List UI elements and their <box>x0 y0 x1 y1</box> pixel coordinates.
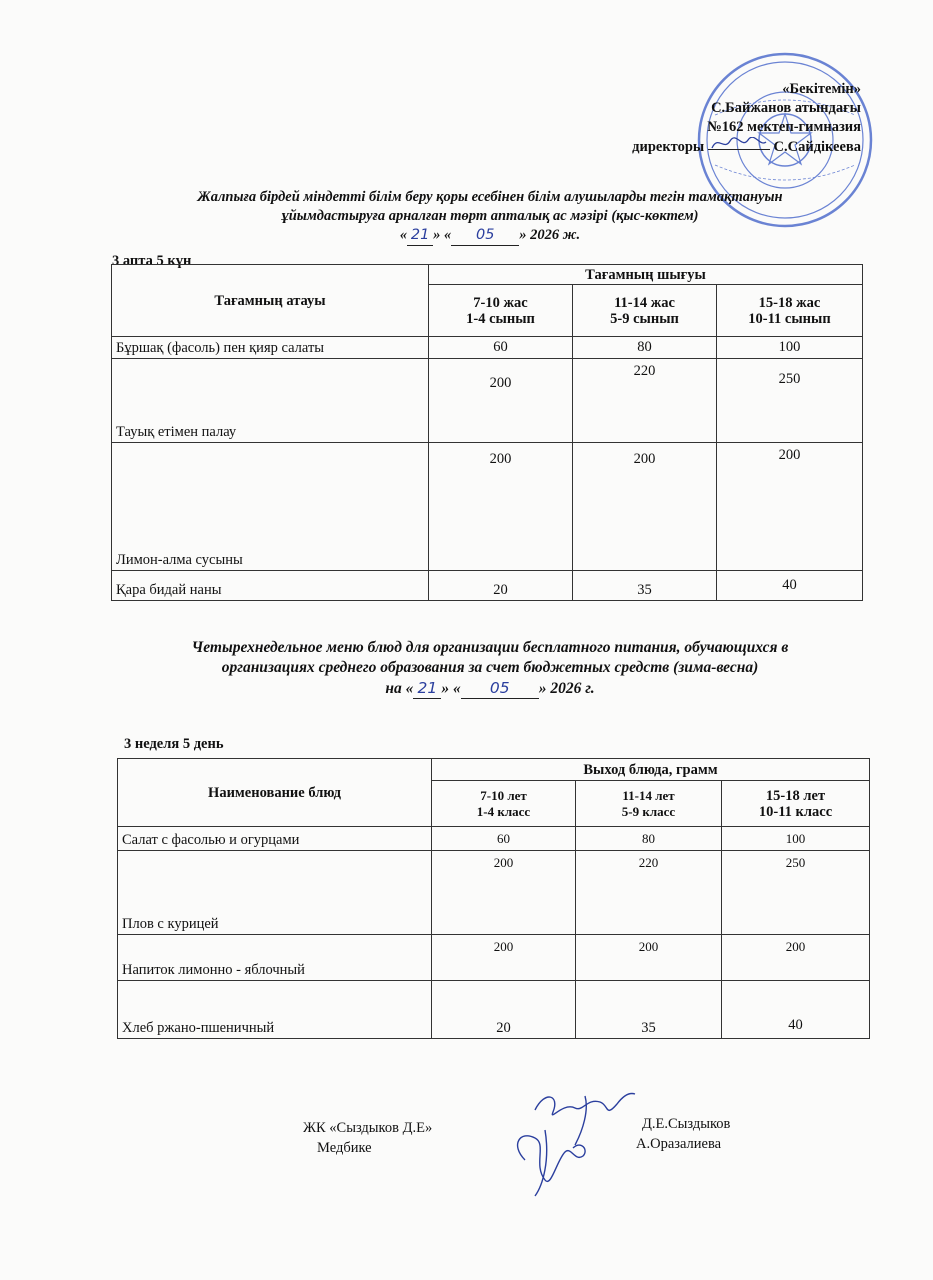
ru-age-group-3 <box>722 781 870 827</box>
ru-menu-title <box>110 638 870 699</box>
ru-title-line2: организациях среднего образования за счет бюджетных средств (зима-весна) <box>221 659 759 676</box>
table-row <box>112 443 863 571</box>
footer-left <box>303 1118 432 1158</box>
approval-heading: «Бекітемін» <box>782 81 861 97</box>
ru-value-2: 35 <box>576 981 722 1039</box>
kz-age-group-3 <box>717 285 863 337</box>
footer-name-1: Д.Е.Сыздыков <box>642 1116 731 1132</box>
ru-value-1: 200 <box>432 851 576 935</box>
ru-menu-table <box>117 758 870 1039</box>
kz-date-open: « <box>399 227 408 243</box>
kz-date-mid: » « <box>433 227 452 243</box>
kz-yield-header: Тағамның шығуы <box>429 265 863 285</box>
table-row <box>112 337 863 359</box>
ru-yield-header: Выход блюда, грамм <box>432 759 870 781</box>
ru-date-day: 21 <box>413 678 441 699</box>
ru-dish-name: Плов с курицей <box>118 851 432 935</box>
ru-grade-3: 10-11 класс <box>758 803 833 820</box>
kz-age-2: 11-14 жас <box>614 294 675 311</box>
footer-signatures <box>505 1090 655 1200</box>
kz-value-1: 20 <box>429 571 573 601</box>
table-row <box>112 571 863 601</box>
director-signature-line <box>708 137 770 150</box>
kz-value-1: 60 <box>429 337 573 359</box>
ru-value-3: 250 <box>722 851 870 935</box>
approval-school-number: №162 мектеп-гимназия <box>707 119 861 135</box>
ru-age-2: 11-14 лет <box>622 787 675 803</box>
ru-value-2: 200 <box>576 935 722 981</box>
ru-value-1: 200 <box>432 935 576 981</box>
ru-dish-name: Напиток лимонно - яблочный <box>118 935 432 981</box>
ru-age-group-2 <box>576 781 722 827</box>
ru-week-label: 3 неделя 5 день <box>124 736 224 752</box>
kz-header-row <box>112 265 863 285</box>
kz-age-1: 7-10 жас <box>473 294 528 311</box>
ru-title-date <box>110 678 870 699</box>
kz-value-1: 200 <box>429 359 573 443</box>
ru-grade-2: 5-9 класс <box>621 803 676 819</box>
footer-role: Медбике <box>317 1140 372 1156</box>
table-row <box>118 851 870 935</box>
kz-title-date <box>110 226 870 246</box>
footer-name-2: А.Оразалиева <box>636 1136 722 1152</box>
kz-value-1: 200 <box>429 443 573 571</box>
kz-value-2: 35 <box>573 571 717 601</box>
kz-value-2: 80 <box>573 337 717 359</box>
ru-header-row <box>118 759 870 781</box>
kz-grade-1: 1-4 сынып <box>466 310 535 327</box>
kz-value-3: 250 <box>717 359 863 443</box>
kz-name-header: Тағамның атауы <box>112 265 429 337</box>
ru-grade-1: 1-4 класс <box>476 803 531 819</box>
ru-value-2: 80 <box>576 827 722 851</box>
kz-grade-3: 10-11 сынып <box>748 310 831 327</box>
kz-value-2: 220 <box>573 359 717 443</box>
ru-value-3: 40 <box>722 981 870 1039</box>
kz-week-label: 3 апта 5 күн <box>112 253 192 269</box>
ru-value-3: 200 <box>722 935 870 981</box>
kz-dish-name: Қара бидай наны <box>112 571 429 601</box>
table-row <box>112 359 863 443</box>
footer-right <box>636 1114 731 1154</box>
ru-value-1: 60 <box>432 827 576 851</box>
director-signature <box>708 137 770 151</box>
kz-dish-name: Бұршақ (фасоль) пен қияр салаты <box>112 337 429 359</box>
approval-block <box>632 80 861 157</box>
ru-age-3: 15-18 лет <box>765 787 826 804</box>
kz-age-group-2 <box>573 285 717 337</box>
approval-school-name: С.Байжанов атындағы <box>711 100 861 116</box>
approval-director-label: директоры <box>632 139 705 155</box>
kz-value-3: 200 <box>717 443 863 571</box>
kz-date-month: 05 <box>451 226 519 246</box>
approval-director-name: С.Сайдікеева <box>773 139 861 155</box>
ru-age-1: 7-10 лет <box>480 787 527 803</box>
ru-title-line1: Четырехнедельное меню блюд для организации бесплатного питания, обучающихся в <box>191 639 789 656</box>
kz-grade-2: 5-9 сынып <box>610 310 679 327</box>
kz-title-line2: ұйымдастыруға арналған төрт апталық ас мәзірі (қыс-көктем) <box>281 208 699 224</box>
kz-menu-table <box>111 264 863 601</box>
kz-age-group-1 <box>429 285 573 337</box>
kz-dish-name: Тауық етімен палау <box>112 359 429 443</box>
kz-value-2: 200 <box>573 443 717 571</box>
ru-dish-name: Хлеб ржано-пшеничный <box>118 981 432 1039</box>
ru-value-3: 100 <box>722 827 870 851</box>
table-row <box>118 935 870 981</box>
ru-dish-name: Салат с фасолью и огурцами <box>118 827 432 851</box>
table-row <box>118 827 870 851</box>
footer-org: ЖК «Сыздыков Д.Е» <box>303 1120 433 1136</box>
table-row <box>118 981 870 1039</box>
ru-date-month: 05 <box>461 678 539 699</box>
kz-dish-name: Лимон-алма сусыны <box>112 443 429 571</box>
kz-date-close: » 2026 ж. <box>519 227 581 243</box>
ru-date-prefix: на « <box>385 680 414 697</box>
kz-age-3: 15-18 жас <box>758 294 821 311</box>
approval-director-line <box>632 137 861 157</box>
kz-title-line1: Жалпыға бірдей міндетті білім беру қоры есебінен білім алушыларды тегін тамақтануын <box>197 189 783 205</box>
kz-date-day: 21 <box>407 226 433 246</box>
kz-value-3: 40 <box>717 571 863 601</box>
ru-value-2: 220 <box>576 851 722 935</box>
kz-value-3: 100 <box>717 337 863 359</box>
ru-date-close: » 2026 г. <box>538 680 595 697</box>
ru-date-mid: » « <box>441 680 461 697</box>
ru-value-1: 20 <box>432 981 576 1039</box>
ru-name-header: Наименование блюд <box>118 759 432 827</box>
ru-age-group-1 <box>432 781 576 827</box>
kz-menu-title <box>110 188 870 246</box>
